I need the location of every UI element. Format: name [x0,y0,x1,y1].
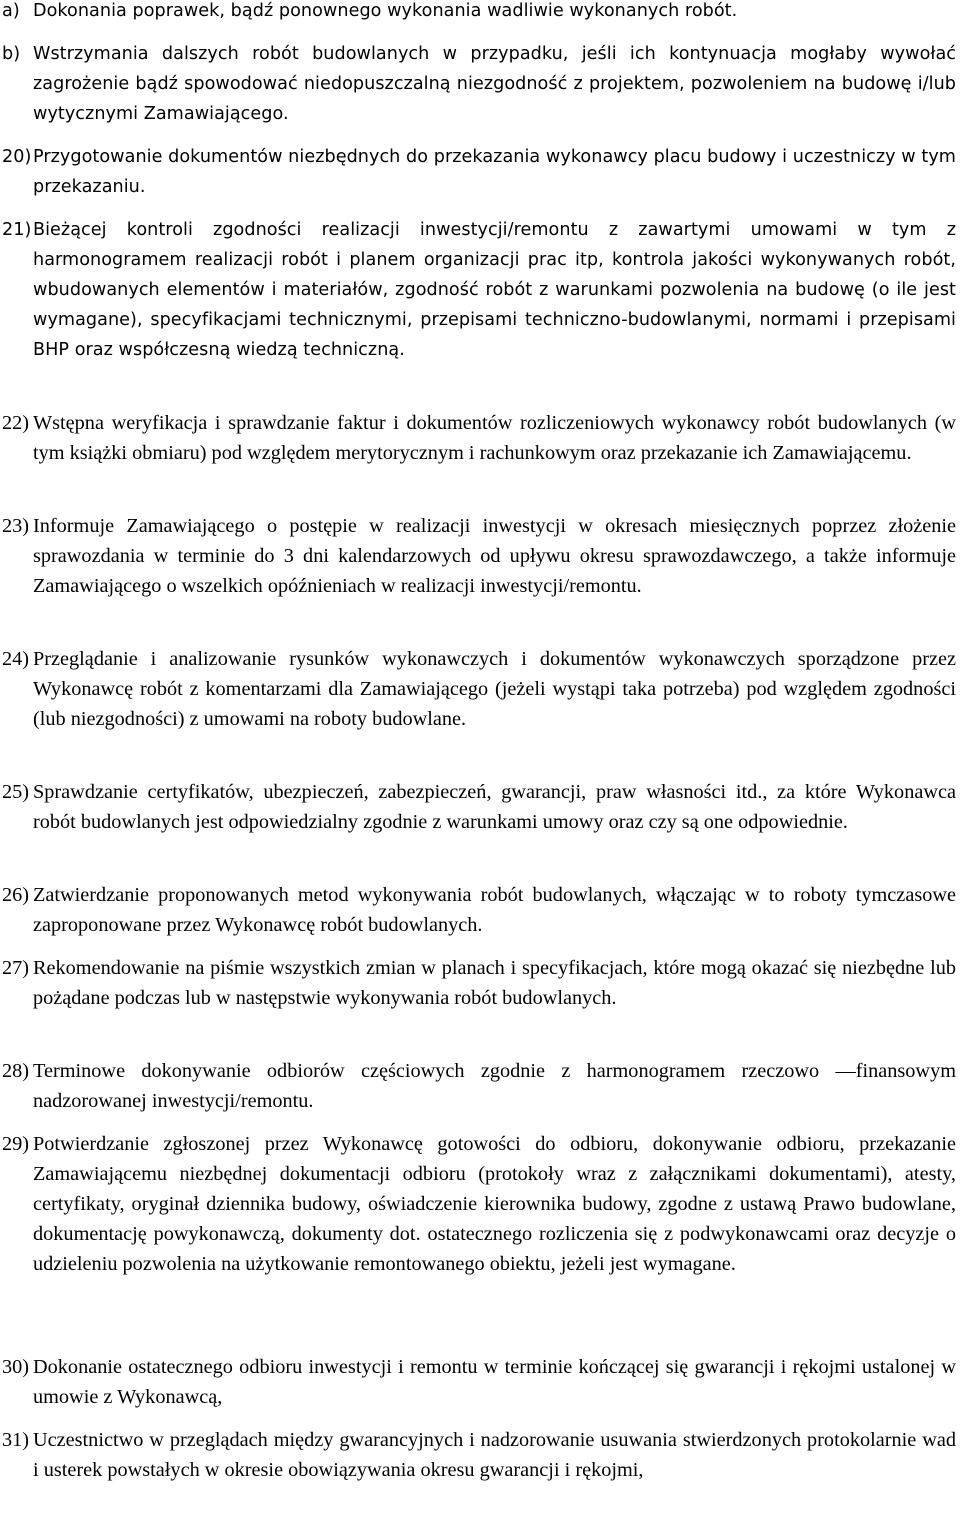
list-item [2,953,956,1013]
item-number: 27) [2,957,30,979]
item-text: Potwierdzanie zgłoszonej przez Wykonawcę gotowości do odbioru, dokonywanie odbioru, przekazanie Zamawiającemu niezbędnej dokumentacji odbioru (protokoły wraz z załącznikami dokumentami), atesty, certyfikaty, oryginał dziennika budowy, oświadczenie kierownika budowy, zgodne z ustawą Prawo budowlane, dokumentację powykonawczą, dokumenty dot. ostatecznego rozliczenia się z podwykonawcami oraz decyzje o udzieleniu pozwolenia na użytkowanie remontowanego obiektu, jeżeli jest wymagane. [33,1133,956,1275]
list-item [2,511,956,601]
list-item [2,408,956,468]
item-text: Rekomendowanie na piśmie wszystkich zmian w planach i specyfikacjach, które mogą okazać się niezbędne lub pożądane podczas lub w następstwie wykonywania robót budowlanych. [33,957,956,1009]
list-item [2,215,956,365]
list-item [2,777,956,837]
list-item [2,39,956,129]
item-number: 22) [2,412,30,434]
item-number: 31) [2,1429,30,1451]
item-text: Wstępna weryfikacja i sprawdzanie faktur i dokumentów rozliczeniowych wykonawcy robót budowlanych (w tym książki obmiaru) pod względem merytorycznym i rachunkowym oraz przekazanie ich Zamawiającemu. [33,412,956,464]
item-number: 20) [2,147,32,167]
item-text: Przeglądanie i analizowanie rysunków wykonawczych i dokumentów wykonawczych sporządzone przez Wykonawcę robót z komentarzami dla Zamawiającego (jeżeli wystąpi taka potrzeba) pod względem zgodności (lub niezgodności) z umowami na roboty budowlane. [33,648,956,730]
item-text: Informuje Zamawiającego o postępie w realizacji inwestycji w okresach miesięcznych poprzez złożenie sprawozdania w terminie do 3 dni kalendarzowych od upływu okresu sprawozdawczego, a także informuje Zamawiającego o wszelkich opóźnieniach w realizacji inwestycji/remontu. [33,515,956,597]
item-number: 23) [2,515,30,537]
list-item [2,644,956,734]
list-item [2,1425,956,1485]
list-item [2,142,956,202]
list-item [2,0,956,26]
item-number: 29) [2,1133,30,1155]
list-item [2,880,956,940]
item-text: Zatwierdzanie proponowanych metod wykonywania robót budowlanych, włączając w to roboty tymczasowe zaproponowane przez Wykonawcę robót budowlanych. [33,884,956,936]
item-number: 30) [2,1356,30,1378]
item-number: a) [2,1,20,21]
item-text: Uczestnictwo w przeglądach między gwarancyjnych i nadzorowanie usuwania stwierdzonych protokolarnie wad i usterek powstałych w okresie obowiązywania okresu gwarancji i rękojmi, [33,1429,956,1481]
item-text: Wstrzymania dalszych robót budowlanych w przypadku, jeśli ich kontynuacja mogłaby wywołać zagrożenie bądź spowodować niedopuszczalną niezgodność z projektem, pozwoleniem na budowę i/lub wytycznymi Zamawiającego. [33,44,956,124]
item-number: 25) [2,781,30,803]
item-number: 28) [2,1060,30,1082]
item-number: 26) [2,884,30,906]
item-number: 24) [2,648,30,670]
item-text: Dokonania poprawek, bądź ponownego wykonania wadliwie wykonanych robót. [33,1,738,21]
list-item [2,1056,956,1116]
list-item [2,1129,956,1279]
item-number: b) [2,44,21,64]
item-text: Sprawdzanie certyfikatów, ubezpieczeń, zabezpieczeń, gwarancji, praw własności itd., za które Wykonawca robót budowlanych jest odpowiedzialny zgodnie z warunkami umowy oraz czy są one odpowiednie. [33,781,956,833]
item-number: 21) [2,220,32,240]
item-text: Terminowe dokonywanie odbiorów częściowych zgodnie z harmonogramem rzeczowo —finansowym nadzorowanej inwestycji/remontu. [33,1060,956,1112]
item-text: Bieżącej kontroli zgodności realizacji inwestycji/remontu z zawartymi umowami w tym z harmonogramem realizacji robót i planem organizacji prac itp, kontrola jakości wykonywanych robót, wbudowanych elementów i materiałów, zgodność robót z warunkami pozwolenia na budowę (o ile jest wymagane), specyfikacjami technicznymi, przepisami techniczno-budowlanymi, normami i przepisami BHP oraz współczesną wiedzą techniczną. [33,220,956,360]
list-item [2,1352,956,1412]
item-text: Dokonanie ostatecznego odbioru inwestycji i remontu w terminie kończącej się gwarancji i rękojmi ustalonej w umowie z Wykonawcą, [33,1356,956,1408]
item-text: Przygotowanie dokumentów niezbędnych do przekazania wykonawcy placu budowy i uczestniczy w tym przekazaniu. [33,147,956,197]
